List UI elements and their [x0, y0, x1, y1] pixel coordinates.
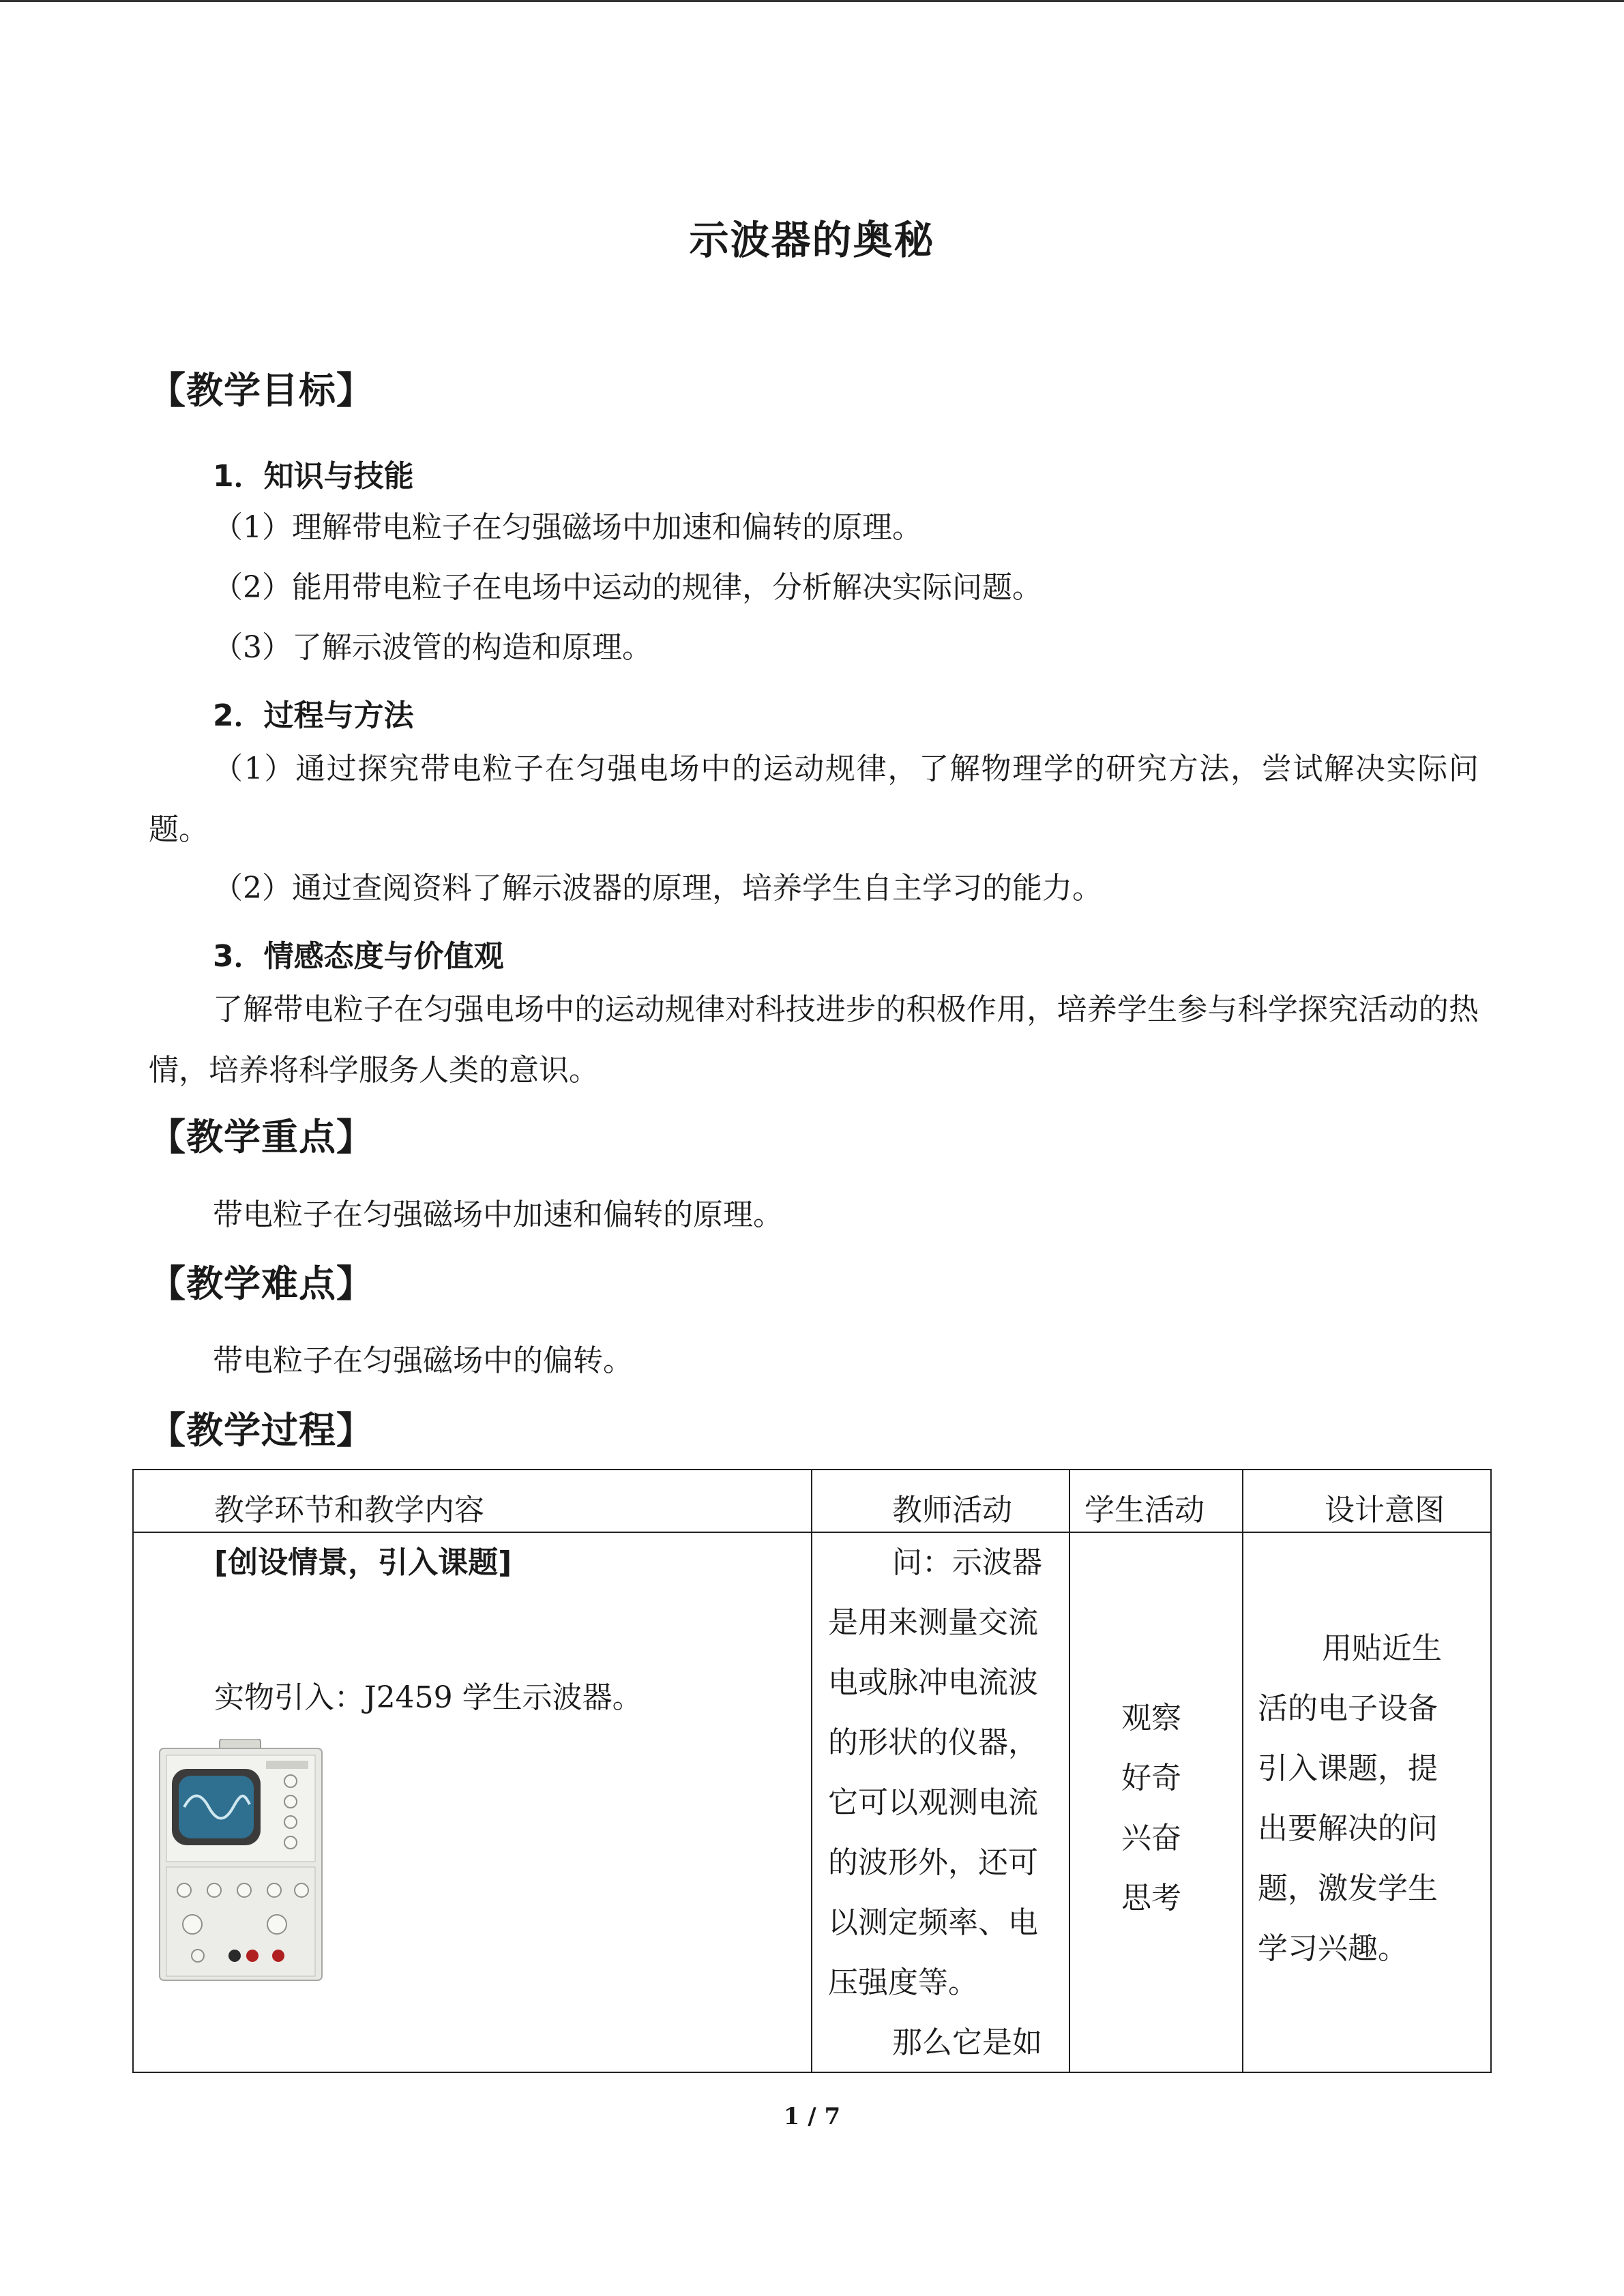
row1-design-line-4: 出要解决的问 — [1258, 1811, 1438, 1846]
objectives-heading: 【教学目标】 — [149, 369, 374, 412]
row1-design-line-2: 活的电子设备 — [1258, 1691, 1438, 1726]
row1-student-line-1: 观察 — [1121, 1701, 1181, 1735]
row1-design-line-6: 学习兴趣。 — [1258, 1931, 1408, 1966]
objectives-sub1-item-1: （1）理解带电粒子在匀强磁场中加速和偏转的原理。 — [213, 510, 922, 545]
objectives-sub3-heading: 3．情感态度与价值观 — [213, 939, 504, 974]
table-col-divider-2 — [1069, 1470, 1070, 2072]
table-col-divider-3 — [1242, 1470, 1243, 2072]
objectives-sub1-item-3: （3）了解示波管的构造和原理。 — [213, 630, 652, 665]
difficulty-text: 带电粒子在匀强磁场中的偏转。 — [213, 1343, 633, 1378]
row1-teacher-line-3: 电或脉冲电流波 — [828, 1665, 1038, 1700]
table-header-student: 学生活动 — [1084, 1493, 1205, 1527]
row1-design-line-5: 题，激发学生 — [1258, 1871, 1438, 1906]
objectives-sub2-heading: 2．过程与方法 — [213, 698, 414, 733]
row1-student-line-4: 思考 — [1121, 1881, 1181, 1915]
page-top-border — [0, 0, 1624, 2]
objectives-sub3-text: 了解带电粒子在匀强电场中的运动规律对科技进步的积极作用，培养学生参与科学探究活动的热情，培养将科学服务人类的意识。 — [149, 992, 1479, 1088]
page-number: 1 / 7 — [783, 2103, 841, 2130]
objectives-sub2-item-2: （2）通过查阅资料了解示波器的原理，培养学生自主学习的能力。 — [213, 871, 1102, 906]
row1-design-line-3: 引入课题，提 — [1258, 1751, 1438, 1786]
row1-student-line-2: 好奇 — [1121, 1761, 1181, 1795]
objectives-sub2-item-1: （1）通过探究带电粒子在匀强电场中的运动规律，了解物理学的研究方法，尝试解决实际问题。 — [149, 751, 1479, 847]
row1-teacher-line-1: 问：示波器 — [892, 1545, 1042, 1580]
objectives-sub1-heading: 1．知识与技能 — [213, 459, 414, 494]
table-header-content: 教学环节和教学内容 — [214, 1493, 484, 1527]
row1-teacher-line-9: 那么它是如 — [892, 2025, 1042, 2060]
row1-teacher-line-6: 的波形外，还可 — [828, 1845, 1038, 1880]
process-heading: 【教学过程】 — [149, 1409, 374, 1452]
process-table — [132, 1469, 1492, 2073]
difficulty-heading: 【教学难点】 — [149, 1262, 374, 1305]
row1-student-line-3: 兴奋 — [1121, 1821, 1181, 1855]
row1-teacher-line-8: 压强度等。 — [828, 1965, 978, 2000]
key-point-text: 带电粒子在匀强磁场中加速和偏转的原理。 — [213, 1197, 783, 1232]
table-col-divider-1 — [811, 1470, 812, 2072]
table-header-design: 设计意图 — [1325, 1493, 1445, 1527]
key-point-heading: 【教学重点】 — [149, 1116, 374, 1159]
row1-teacher-line-4: 的形状的仪器， — [828, 1725, 1038, 1760]
row1-teacher-line-5: 它可以观测电流 — [828, 1785, 1038, 1820]
row1-content-text: 实物引入：J2459 学生示波器。 — [214, 1680, 643, 1715]
objectives-sub1-item-2: （2）能用带电粒子在电场中运动的规律，分析解决实际问题。 — [213, 570, 1042, 605]
row1-teacher-line-2: 是用来测量交流 — [828, 1605, 1038, 1640]
row1-content-title: [创设情景，引入课题] — [214, 1545, 512, 1580]
document-title: 示波器的奥秘 — [689, 217, 935, 263]
oscilloscope-image — [157, 1739, 327, 1984]
row1-teacher-line-7: 以测定频率、电 — [828, 1905, 1038, 1940]
row1-design-line-1: 用贴近生 — [1322, 1631, 1442, 1666]
table-header-teacher: 教师活动 — [892, 1493, 1012, 1527]
